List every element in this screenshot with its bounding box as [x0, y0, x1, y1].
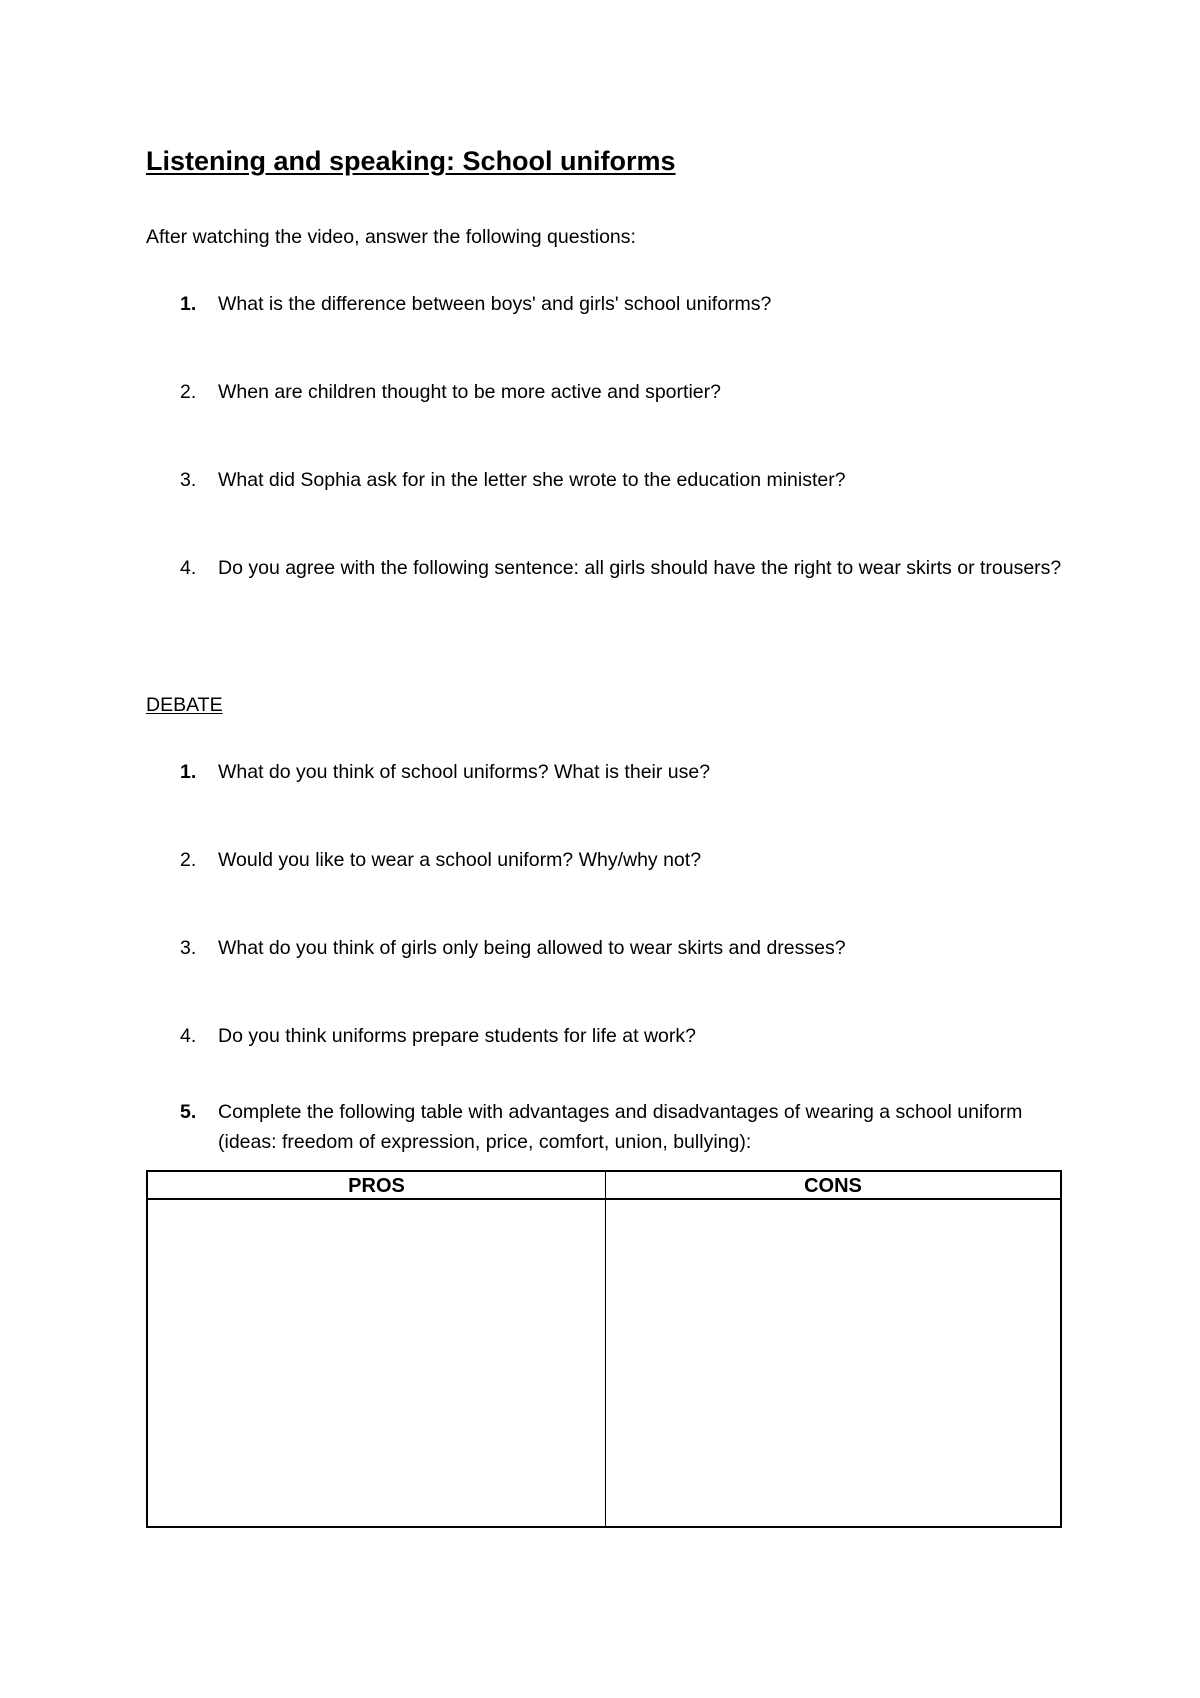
question-number: 3.	[180, 469, 197, 491]
question-text: When are children thought to be more active and sportier?	[218, 381, 721, 403]
question-number: 2.	[180, 381, 197, 403]
question-text: Would you like to wear a school uniform? Why/why not?	[218, 849, 702, 871]
intro-instruction: After watching the video, answer the following questions:	[146, 226, 636, 248]
debate-question-3	[180, 928, 1080, 968]
debate-question-1	[180, 752, 1080, 792]
question-text: Do you agree with the following sentence: all girls should have the right to wear skirts or trousers?	[218, 557, 1062, 579]
question-text: What is the difference between boys' and girls' school uniforms?	[218, 293, 772, 315]
question-text: Do you think uniforms prepare students for life at work?	[218, 1025, 696, 1047]
cons-header: CONS	[804, 1175, 862, 1197]
question-4	[180, 548, 1080, 588]
question-text: What do you think of girls only being allowed to wear skirts and dresses?	[218, 937, 846, 959]
question-1	[180, 284, 1080, 324]
pros-answer-cell[interactable]	[148, 1200, 605, 1526]
question-text: Complete the following table with advantages and disadvantages of wearing a school uniform (ideas: freedom of expression, price, comfort, union, bullying):	[218, 1101, 1023, 1153]
question-text: What do you think of school uniforms? What is their use?	[218, 761, 711, 783]
question-text: What did Sophia ask for in the letter she wrote to the education minister?	[218, 469, 846, 491]
pros-cons-table	[146, 1170, 1062, 1528]
question-number: 1.	[180, 761, 197, 783]
question-number: 3.	[180, 937, 197, 959]
pros-header: PROS	[348, 1175, 405, 1197]
debate-question-4	[180, 1016, 1080, 1056]
page-title: Listening and speaking: School uniforms	[146, 146, 676, 176]
cons-answer-cell[interactable]	[606, 1200, 1060, 1526]
question-2	[180, 372, 1080, 412]
question-number: 5.	[180, 1101, 197, 1123]
question-3	[180, 460, 1080, 500]
debate-question-5	[180, 1097, 1080, 1157]
question-number: 1.	[180, 293, 197, 315]
debate-question-2	[180, 840, 1080, 880]
question-number: 2.	[180, 849, 197, 871]
question-number: 4.	[180, 557, 197, 579]
debate-heading: DEBATE	[146, 694, 223, 716]
question-number: 4.	[180, 1025, 197, 1047]
